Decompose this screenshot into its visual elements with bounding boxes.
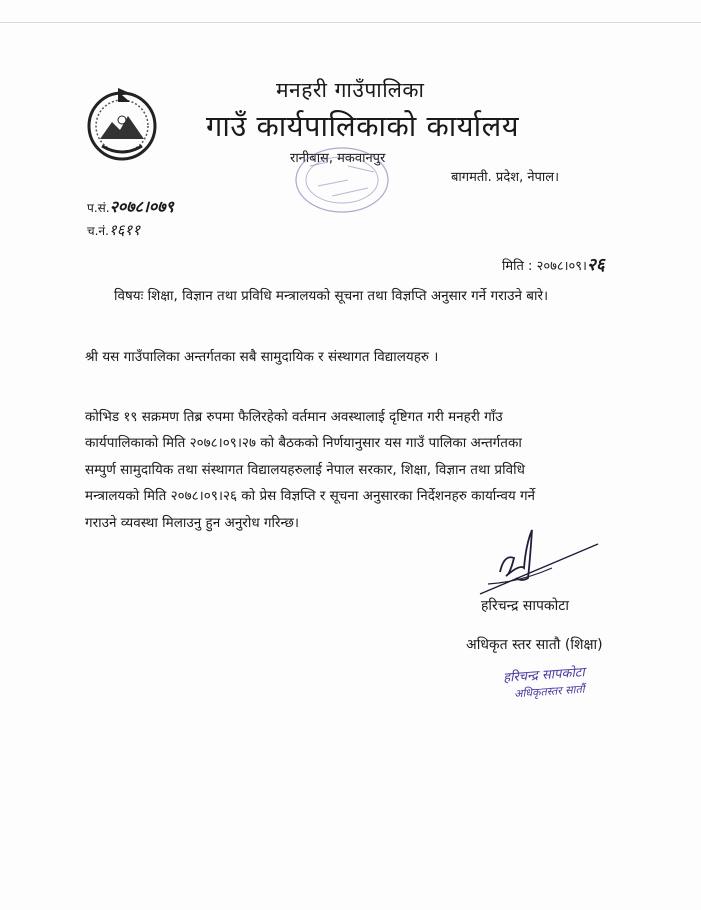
- signatory-stamp-name: हरिचन्द्र सापकोटा: [502, 665, 586, 686]
- signatory-title: अधिकृत स्तर सातौ (शिक्षा): [466, 637, 603, 653]
- signatory-name: हरिचन्द्र सापकोटा: [481, 598, 569, 614]
- office-name: गाउँ कार्यपालिकाको कार्यालय: [206, 109, 520, 143]
- body-line: मन्त्रालयको मिति २०७८।०९।२६ को प्रेस विज्ञप्ति र सूचना अनुसारका निर्देशनहरु कार्यान्वय गर्ने: [85, 488, 536, 505]
- province-address: बागमती. प्रदेश, नेपाल।: [451, 170, 560, 185]
- letter-recipient: श्री यस गाउँपालिका अन्तर्गतका सबै सामुदायिक र संस्थागत विद्यालयहरु ।: [85, 349, 439, 365]
- ref-label: प.सं.: [87, 201, 110, 215]
- date-label: मिति : २०७८।०९।: [502, 259, 587, 274]
- nepal-government-emblem-icon: [82, 84, 162, 164]
- reference-number: [87, 195, 174, 217]
- dispatch-value: १६११: [108, 221, 141, 239]
- body-line: कोभिड १९ सक्रमण तिब्र रुपमा फैलिरहेको वर्तमान अवस्थालाई दृष्टिगत गरी मनहरी गाँउ: [85, 409, 503, 425]
- body-line: गराउने व्यवस्था मिलाउनु हुन अनुरोध गरिन्छ।: [85, 514, 299, 531]
- letter-body: [85, 404, 621, 536]
- letter-date: [502, 252, 605, 275]
- dispatch-number: [87, 220, 140, 240]
- body-line: सम्पुर्ण सामुदायिक तथा संस्थागत विद्यालयहरुलाई नेपाल सरकार, शिक्षा, विज्ञान तथा प्रविधि: [85, 461, 525, 478]
- ref-value: २०७८।०७९: [109, 197, 174, 216]
- signatory-stamp-title: अधिकृतस्तर सातौं: [513, 682, 586, 701]
- office-seal-icon: [288, 136, 396, 218]
- office-location: रानीबास, मकवानपुर: [290, 151, 386, 166]
- page-edge: [0, 22, 701, 23]
- body-line: कार्यपालिकाको मिति २०७८।०९।२७ को बैठकको निर्णयानुसार यस गाउँ पालिका अन्तर्गतका: [85, 435, 522, 452]
- letter-subject: विषयः शिक्षा, विज्ञान तथा प्रविधि मन्त्रालयको सूचना तथा विज्ञप्ति अनुसार गर्ने गराउने बारे।: [114, 288, 549, 304]
- municipality-name: मनहरी गाउँपालिका: [276, 78, 425, 102]
- date-day: २६: [586, 255, 605, 275]
- dispatch-label: च.नं.: [87, 224, 109, 238]
